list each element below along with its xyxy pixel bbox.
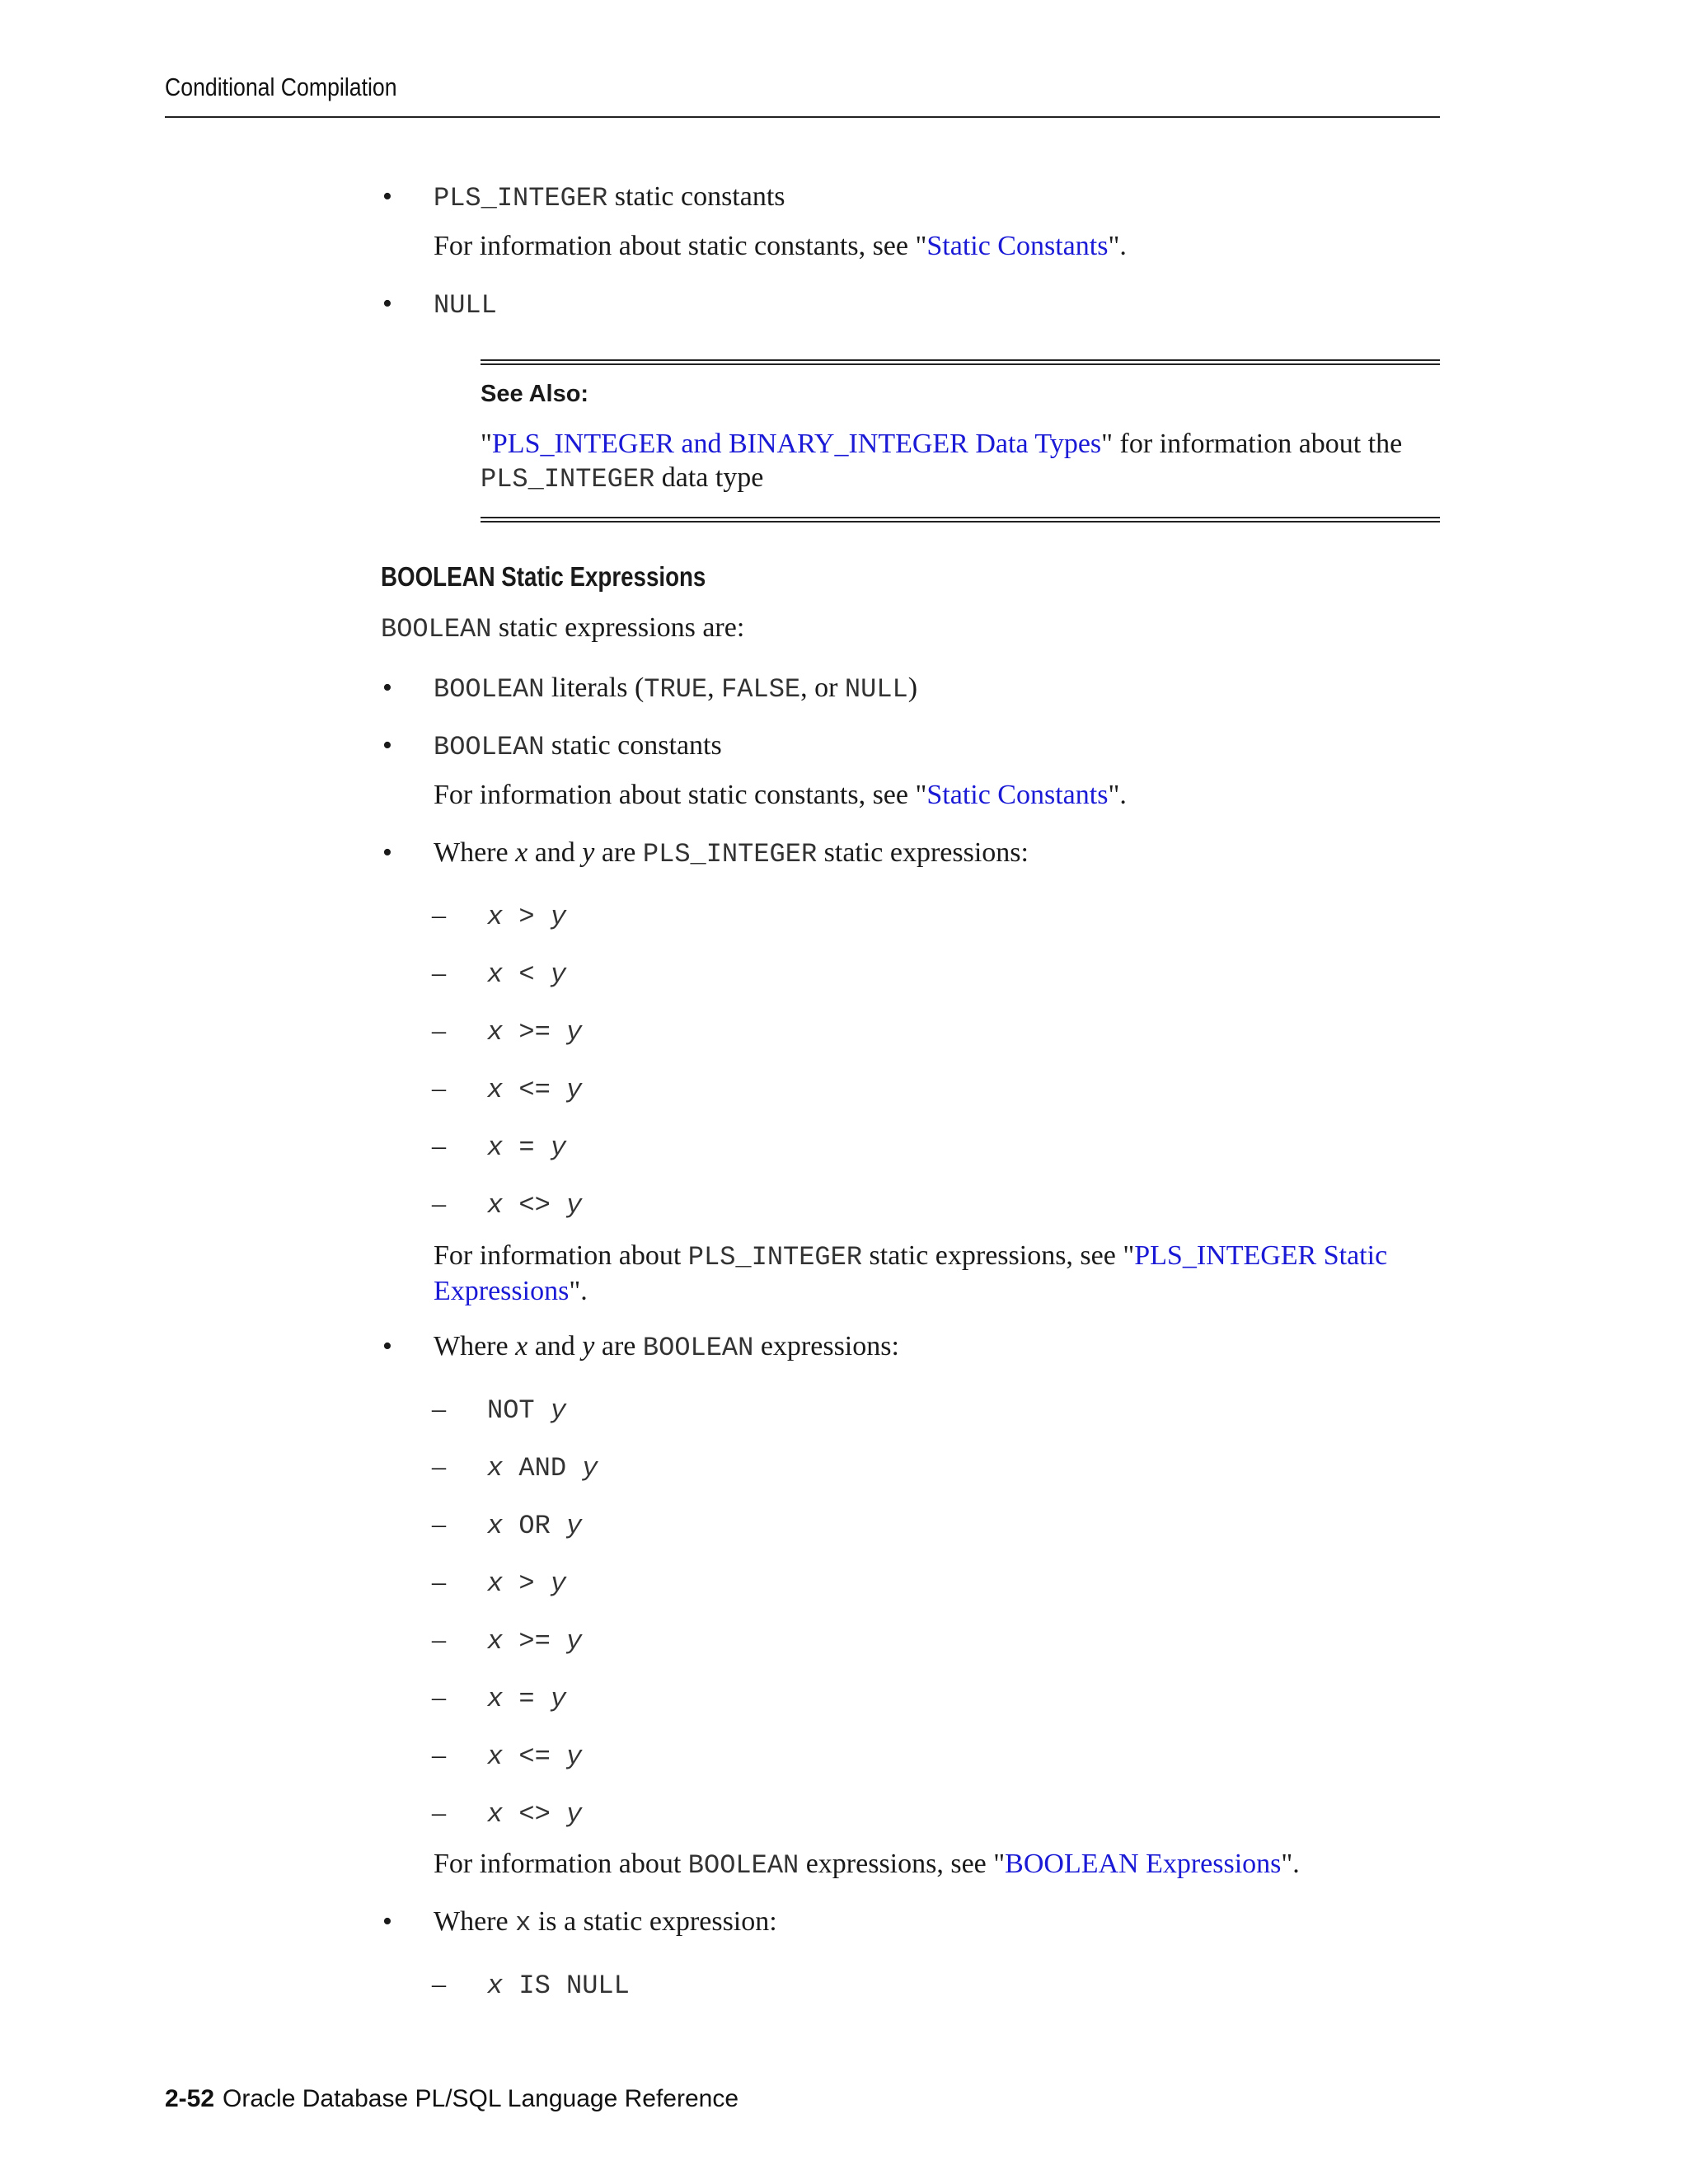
info-note: For information about static constants, see "Static Constants". xyxy=(434,780,1127,810)
section-heading: BOOLEAN Static Expressions xyxy=(381,561,706,592)
expression-item: x >= y xyxy=(487,1626,583,1657)
bullet: • xyxy=(382,730,392,761)
expression-item: NOT y xyxy=(487,1395,567,1426)
dash: – xyxy=(432,1188,446,1219)
expression-item: x <= y xyxy=(487,1741,583,1772)
info-note: For information about BOOLEAN expressions, see "BOOLEAN Expressions". xyxy=(434,1849,1300,1881)
dash: – xyxy=(432,1797,446,1828)
dash: – xyxy=(432,1740,446,1770)
dash: – xyxy=(432,1451,446,1482)
bullet: • xyxy=(382,1906,392,1937)
expression-item: x = y xyxy=(487,1684,567,1714)
static-constants-link[interactable]: Static Constants xyxy=(926,780,1109,810)
list-item: Where x is a static expression: xyxy=(434,1906,777,1938)
dash: – xyxy=(432,1624,446,1655)
bullet: • xyxy=(382,837,392,868)
static-constants-link[interactable]: Static Constants xyxy=(926,231,1109,261)
dash: – xyxy=(432,1015,446,1046)
expression-item: x < y xyxy=(487,959,567,990)
dash: – xyxy=(432,1969,446,1999)
bullet: • xyxy=(382,181,392,212)
dash: – xyxy=(432,1394,446,1424)
list-item: NULL xyxy=(434,290,497,321)
bullet: • xyxy=(382,673,392,703)
see-also-body: "PLS_INTEGER and BINARY_INTEGER Data Types" for information about the PLS_INTEGER data type xyxy=(481,429,1403,494)
section-intro: BOOLEAN static expressions are: xyxy=(381,612,745,644)
list-item: PLS_INTEGER static constants xyxy=(434,181,785,213)
expression-item: x <= y xyxy=(487,1075,583,1105)
expression-item: x <> y xyxy=(487,1799,583,1830)
expression-item: x > y xyxy=(487,902,567,932)
page-footer xyxy=(165,2085,738,2113)
expression-item: x <> y xyxy=(487,1190,583,1221)
boolean-expressions-link[interactable]: BOOLEAN Expressions xyxy=(1005,1849,1282,1879)
list-item: Where x and y are BOOLEAN expressions: xyxy=(434,1331,899,1363)
dash: – xyxy=(432,1509,446,1540)
dash: – xyxy=(432,1567,446,1597)
page-number: 2-52 xyxy=(165,2085,215,2112)
dash: – xyxy=(432,958,446,988)
header-rule xyxy=(165,116,1440,118)
dash: – xyxy=(432,1073,446,1104)
see-also-bottom-rule xyxy=(481,517,1440,523)
dash: – xyxy=(432,1131,446,1161)
expression-item: x OR y xyxy=(487,1511,583,1541)
expression-item: x > y xyxy=(487,1568,567,1599)
expression-item: x >= y xyxy=(487,1017,583,1047)
expression-item: x IS NULL xyxy=(487,1971,630,2001)
see-also-top-rule xyxy=(481,359,1440,365)
expression-item: x AND y xyxy=(487,1453,598,1483)
pls-integer-data-types-link[interactable]: PLS_INTEGER and BINARY_INTEGER Data Types xyxy=(491,429,1102,459)
pls-integer-static-expressions-link[interactable]: PLS_INTEGER Static Expressions xyxy=(434,1240,1388,1306)
bullet: • xyxy=(382,1331,392,1361)
list-item: BOOLEAN literals (TRUE, FALSE, or NULL) xyxy=(434,673,918,705)
see-also-title: See Also: xyxy=(481,381,589,407)
list-item: Where x and y are PLS_INTEGER static expressions: xyxy=(434,837,1029,869)
dash: – xyxy=(432,900,446,930)
dash: – xyxy=(432,1682,446,1713)
book-title: Oracle Database PL/SQL Language Reference xyxy=(223,2085,739,2112)
expression-item: x = y xyxy=(487,1132,567,1163)
info-note: For information about PLS_INTEGER static expressions, see "PLS_INTEGER Static Expressions". xyxy=(434,1240,1388,1306)
list-item: BOOLEAN static constants xyxy=(434,730,722,762)
running-header: Conditional Compilation xyxy=(165,73,397,101)
bullet: • xyxy=(382,288,392,319)
info-note: For information about static constants, see "Static Constants". xyxy=(434,231,1127,261)
